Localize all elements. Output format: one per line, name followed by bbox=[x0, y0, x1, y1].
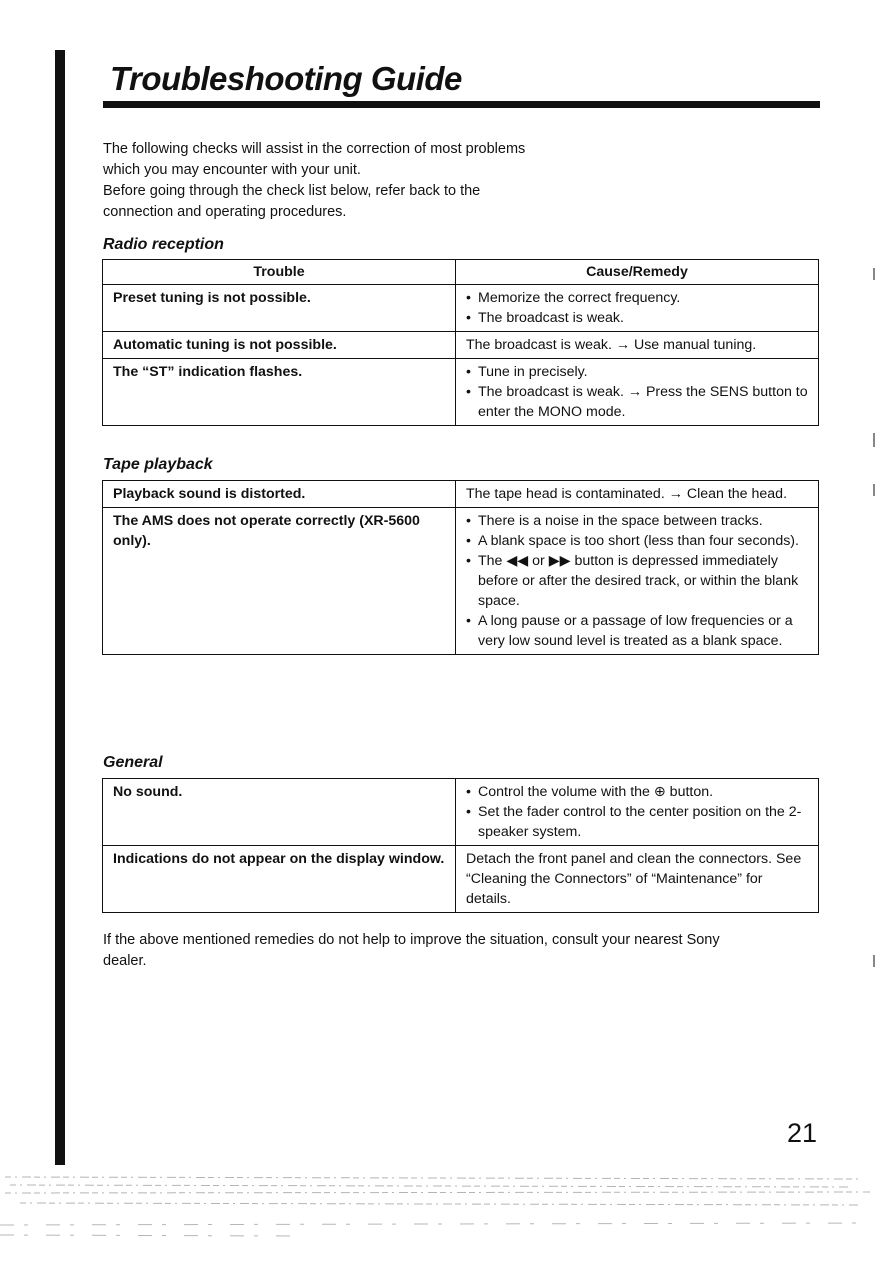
intro-line: connection and operating procedures. bbox=[103, 204, 347, 220]
intro-line: The following checks will assist in the correction of most problems bbox=[103, 141, 526, 157]
outro-line: If the above mentioned remedies do not help to improve the situation, consult your nearest Sony bbox=[103, 932, 720, 948]
edge-mark bbox=[873, 955, 875, 967]
radio-table bbox=[102, 259, 819, 426]
table-row bbox=[103, 508, 819, 655]
edge-mark bbox=[873, 433, 875, 447]
trouble-cell: Preset tuning is not possible. bbox=[103, 285, 456, 332]
table-row bbox=[103, 332, 819, 359]
table-row bbox=[103, 285, 819, 332]
table-row bbox=[103, 846, 819, 913]
scan-artifacts bbox=[0, 1165, 877, 1265]
trouble-cell: The AMS does not operate correctly (XR-5600 only). bbox=[103, 508, 456, 655]
remedy-item: • The broadcast is weak. → Press the SENS button to enter the MONO mode. bbox=[466, 382, 808, 422]
table-row bbox=[103, 481, 819, 508]
table-row bbox=[103, 359, 819, 426]
binding-edge-bar bbox=[55, 50, 65, 1165]
page-number: 21 bbox=[787, 1118, 818, 1148]
remedy-cell bbox=[456, 779, 819, 846]
trouble-cell: Indications do not appear on the display window. bbox=[103, 846, 456, 913]
remedy-item: • A long pause or a passage of low frequencies or a very low sound level is treated as a blank space. bbox=[466, 611, 808, 651]
intro-line: which you may encounter with your unit. bbox=[103, 162, 361, 178]
remedy-cell: Detach the front panel and clean the connectors. See “Cleaning the Connectors” of “Maintenance” for details. bbox=[456, 846, 819, 913]
trouble-cell: The “ST” indication flashes. bbox=[103, 359, 456, 426]
remedy-cell bbox=[456, 285, 819, 332]
section-heading-radio: Radio reception bbox=[103, 236, 224, 253]
title-rule bbox=[103, 101, 820, 108]
closing-paragraph bbox=[103, 930, 803, 972]
page-title: Troubleshooting Guide bbox=[110, 60, 462, 97]
intro-line: Before going through the check list below, refer back to the bbox=[103, 183, 481, 199]
remedy-item: • A blank space is too short (less than four seconds). bbox=[466, 531, 808, 551]
intro-paragraph bbox=[103, 139, 663, 223]
trouble-cell: Automatic tuning is not possible. bbox=[103, 332, 456, 359]
trouble-cell: No sound. bbox=[103, 779, 456, 846]
edge-mark bbox=[873, 268, 875, 280]
remedy-item: • Control the volume with the ⊕ button. bbox=[466, 782, 808, 802]
remedy-cell bbox=[456, 359, 819, 426]
remedy-item: • The broadcast is weak. bbox=[466, 308, 808, 328]
edge-mark bbox=[873, 484, 875, 496]
table-header-row bbox=[103, 260, 819, 285]
trouble-cell: Playback sound is distorted. bbox=[103, 481, 456, 508]
remedy-item: • Memorize the correct frequency. bbox=[466, 288, 808, 308]
col-header-remedy: Cause/Remedy bbox=[456, 260, 819, 285]
remedy-item: • Set the fader control to the center position on the 2-speaker system. bbox=[466, 802, 808, 842]
general-table bbox=[102, 778, 819, 913]
remedy-cell: The tape head is contaminated. → Clean the head. bbox=[456, 481, 819, 508]
remedy-item: • The ◀◀ or ▶▶ button is depressed immediately before or after the desired track, or within the blank space. bbox=[466, 551, 808, 611]
remedy-cell: The broadcast is weak. → Use manual tuning. bbox=[456, 332, 819, 359]
tape-table bbox=[102, 480, 819, 655]
col-header-trouble: Trouble bbox=[103, 260, 456, 285]
remedy-item: • There is a noise in the space between tracks. bbox=[466, 511, 808, 531]
remedy-cell bbox=[456, 508, 819, 655]
outro-line: dealer. bbox=[103, 953, 147, 969]
table-row bbox=[103, 779, 819, 846]
section-heading-tape: Tape playback bbox=[103, 456, 213, 473]
section-heading-general: General bbox=[103, 754, 163, 771]
remedy-item: • Tune in precisely. bbox=[466, 362, 808, 382]
